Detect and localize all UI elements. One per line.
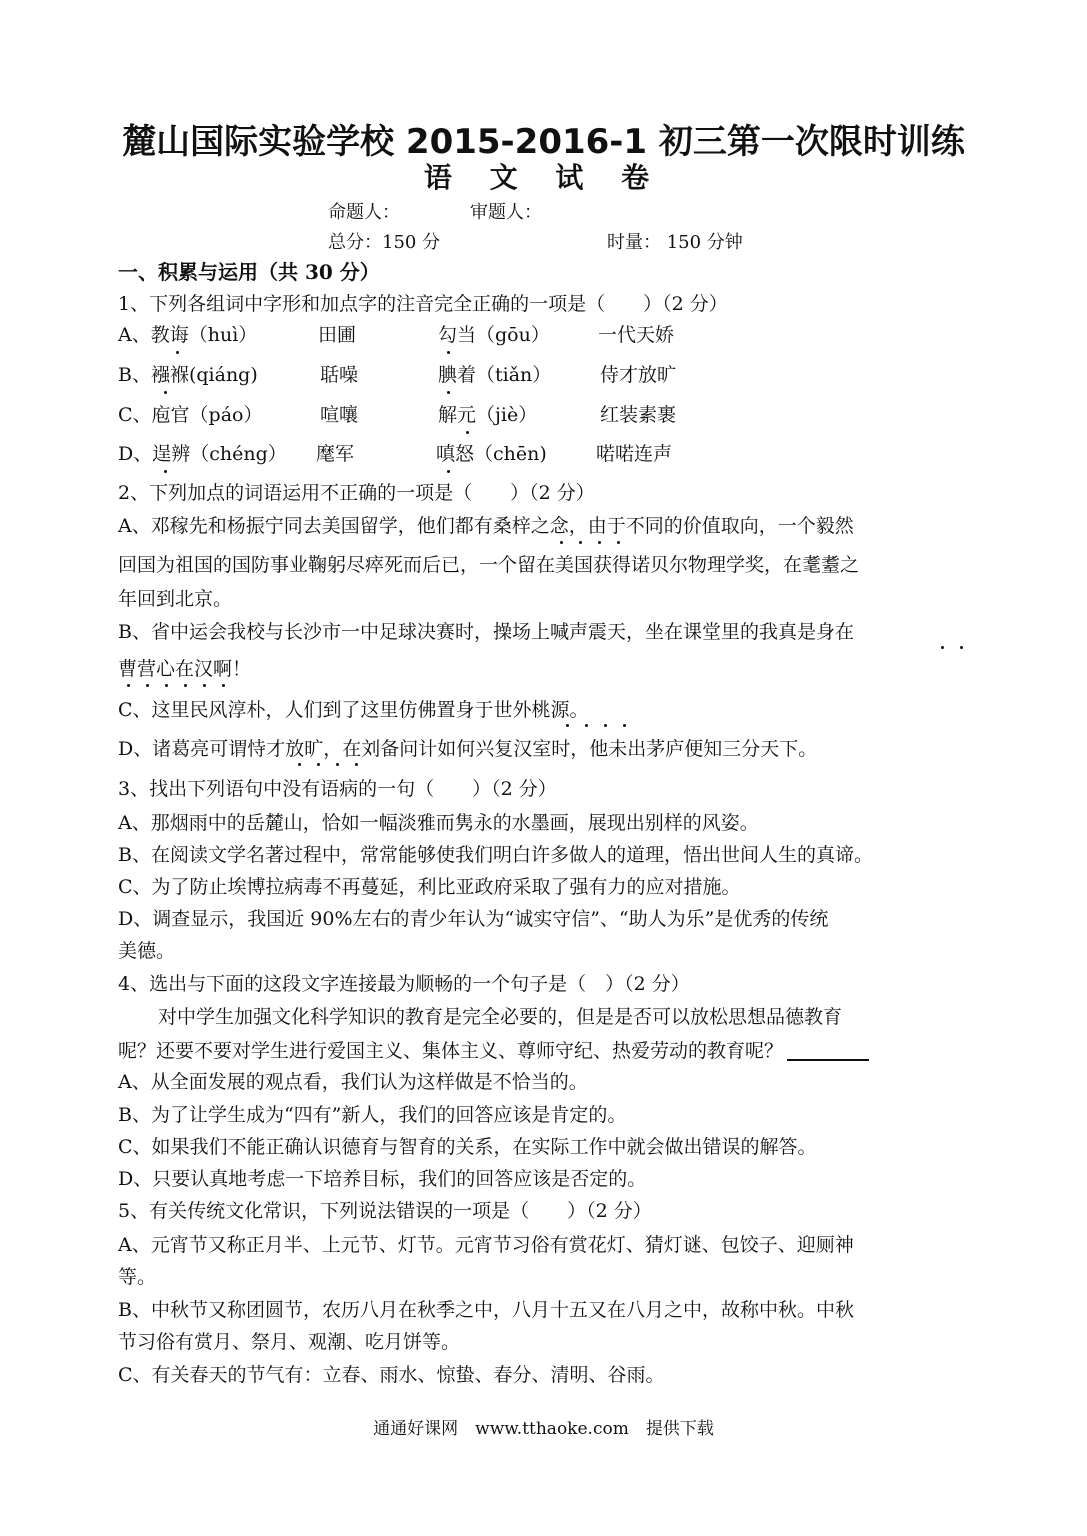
q5-option-a-line2: 等。 [118,1266,157,1288]
emphasis-dot [336,763,339,766]
q1-option-b-word2: 聒噪 [320,364,359,386]
time-limit: 时量： 150 分钟 [607,232,743,253]
q1-option-b-word3: 腆着（tiǎn） [438,364,552,386]
q1-option-d-word4: 喏喏连声 [596,443,673,465]
emphasis-dot [447,351,450,354]
q1-option-a-word3: 勾当（gōu） [438,324,550,346]
q2-option-c: C、这里民风淳朴，人们到了这里仿佛置身于世外桃源。 [118,699,589,721]
emphasis-dot [164,470,167,473]
q1-option-c-word3: 解元（jiè） [438,404,538,426]
emphasis-dot [184,684,187,687]
emphasis-dot [176,351,179,354]
q1-option-d-word2: 麾军 [316,443,355,465]
q4-passage-line1: 对中学生加强文化科学知识的教育是完全必要的，但是是否可以放松思想品德教育 [158,1006,843,1028]
emphasis-dot [222,684,225,687]
question-1-stem: 1、下列各组词中字形和加点字的注音完全正确的一项是（ ）（2 分） [118,293,728,315]
q1-option-d-word3: 嗔怒（chēn) [436,443,547,465]
q1-option-a-word1: A、教诲（huì） [118,324,258,346]
emphasis-dot [585,724,588,727]
q4-passage-text: 呢？还要不要对学生进行爱国主义、集体主义、尊师守纪、热爱劳动的教育呢？ [118,1040,784,1062]
section-heading: 一、积累与运用（共 30 分） [118,260,380,284]
q2-option-b-line1: B、省中运会我校与长沙市一中足球决赛时，操场上喊声震天，坐在课堂里的我真是身在 [118,621,854,643]
q4-option-b: B、为了让学生成为“四有”新人，我们的回答应该是肯定的。 [118,1104,627,1126]
emphasis-dot [355,763,358,766]
q1-option-c-word4: 红装素裹 [600,404,677,426]
q1-option-a-word4: 一代天娇 [598,324,675,346]
q1-option-b-word4: 侍才放旷 [600,364,677,386]
q3-option-d-line1: D、调查显示，我国近 90%左右的青少年认为“诚实守信”、“助人为乐”是优秀的传统 [118,908,829,930]
emphasis-dot [146,684,149,687]
emphasis-dot [960,646,963,649]
answer-blank [787,1041,869,1061]
q1-option-c-word1: C、庖官（páo） [118,404,263,426]
q2-option-a-line1: A、邓稼先和杨振宁同去美国留学，他们都有桑梓之念，由于不同的价值取向，一个毅然 [118,515,854,537]
q2-option-d: D、诸葛亮可谓恃才放旷，在刘备问计如何兴复汉室时，他未出茅庐便知三分天下。 [118,738,818,760]
setter-label: 命题人： [328,202,400,223]
emphasis-dot [617,541,620,544]
q1-option-d-word1: D、逞辨（chéng） [118,443,287,465]
question-4-stem: 4、选出与下面的这段文字连接最为顺畅的一个句子是（ ）（2 分） [118,973,690,995]
q5-option-b-line2: 节习俗有赏月、祭月、观潮、吃月饼等。 [118,1331,461,1353]
emphasis-dot [466,431,469,434]
q2-option-a-line2: 回国为祖国的国防事业鞠躬尽瘁死而后已，一个留在美国获得诺贝尔物理学奖，在耄耋之 [118,554,860,576]
emphasis-dot [127,684,130,687]
q5-option-a-line1: A、元宵节又称正月半、上元节、灯节。元宵节习俗有赏花灯、猜灯谜、包饺子、迎厕神 [118,1234,854,1256]
q3-option-a: A、那烟雨中的岳麓山，恰如一幅淡雅而隽永的水墨画，展现出别样的风姿。 [118,812,759,834]
question-3-stem: 3、找出下列语句中没有语病的一句（ ）（2 分） [118,778,557,800]
q4-option-a: A、从全面发展的观点看，我们认为这样做是不恰当的。 [118,1071,588,1093]
emphasis-dot [298,763,301,766]
q1-option-c-word2: 喧嚷 [320,404,359,426]
question-2-stem: 2、下列加点的词语运用不正确的一项是（ ）（2 分） [118,482,595,504]
q4-option-c: C、如果我们不能正确认识德育与智育的关系，在实际工作中就会做出错误的解答。 [118,1136,817,1158]
q5-option-b-line1: B、中秋节又称团圆节，农历八月在秋季之中，八月十五又在八月之中，故称中秋。中秋 [118,1299,854,1321]
emphasis-dot [203,684,206,687]
question-5-stem: 5、有关传统文化常识，下列说法错误的一项是（ ）（2 分） [118,1200,652,1222]
emphasis-dot [447,391,450,394]
emphasis-dot [604,724,607,727]
footer-credit: 通通好课网 www.tthaoke.com 提供下载 [373,1419,714,1439]
q2-option-b-line2: 曹营心在汉啊！ [118,658,252,680]
emphasis-dot [165,684,168,687]
emphasis-dot [560,541,563,544]
emphasis-dot [447,470,450,473]
exam-subtitle: 语 文 试 卷 [423,161,664,194]
emphasis-dot [566,724,569,727]
emphasis-dot [623,724,626,727]
q3-option-d-line2: 美德。 [118,940,176,962]
q4-passage-line2 [118,1041,869,1061]
emphasis-dot [941,646,944,649]
q3-option-b: B、在阅读文学名著过程中，常常能够使我们明白许多做人的道理，悟出世间人生的真谛。 [118,844,873,866]
reviewer-label: 审题人： [470,202,542,223]
q1-option-a-word2: 田圃 [318,324,357,346]
q1-option-b-word1: B、襁褓(qiáng) [118,364,258,386]
exam-title: 麓山国际实验学校 2015-2016-1 初三第一次限时训练 [122,122,965,162]
emphasis-dot [164,391,167,394]
q5-option-c: C、有关春天的节气有：立春、雨水、惊蛰、春分、清明、谷雨。 [118,1364,665,1386]
q3-option-c: C、为了防止埃博拉病毒不再蔓延，利比亚政府采取了强有力的应对措施。 [118,876,741,898]
total-score: 总分：150 分 [328,232,441,253]
emphasis-dot [579,541,582,544]
q2-option-a-line3: 年回到北京。 [118,588,233,610]
emphasis-dot [317,763,320,766]
emphasis-dot [598,541,601,544]
q4-option-d: D、只要认真地考虑一下培养目标，我们的回答应该是否定的。 [118,1168,647,1190]
